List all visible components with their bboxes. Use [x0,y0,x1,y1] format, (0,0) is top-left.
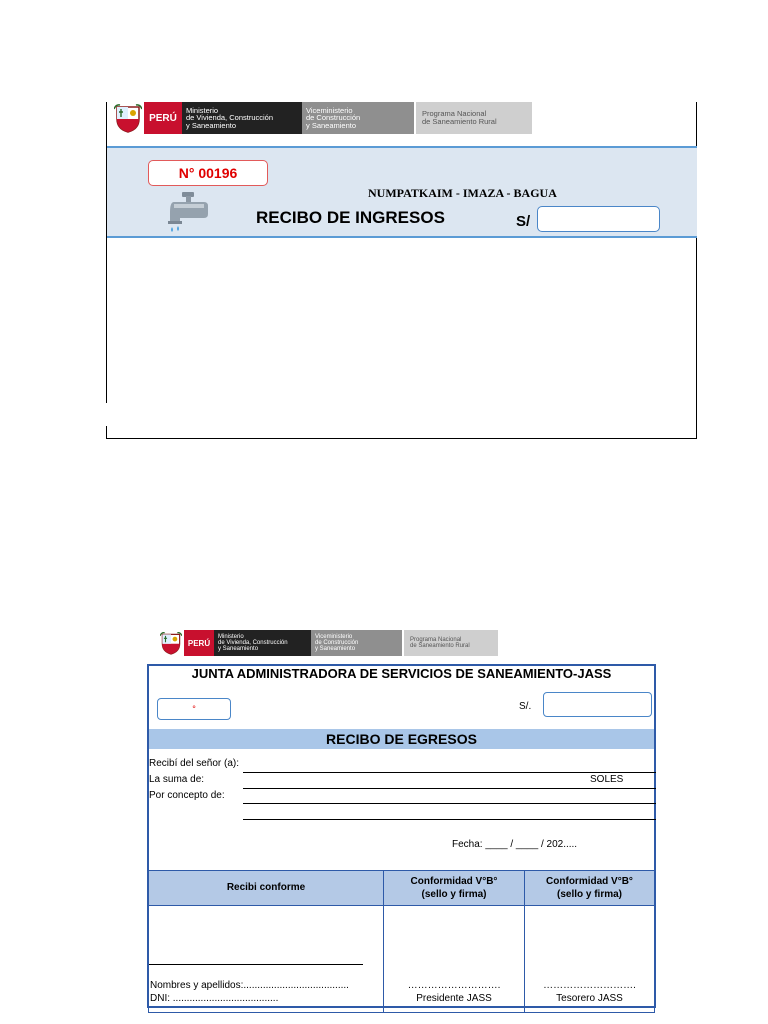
presidente-label: Presidente JASS [416,993,492,1004]
presidente-dots: ………………………. [407,980,501,991]
tesorero-dots: ………………………. [543,980,636,991]
concepto-label: Por concepto de: [149,790,225,801]
peru-label: PERÚ [184,630,214,656]
recibi-label: Recibí del señor (a): [149,758,240,769]
amount-field[interactable] [537,206,660,232]
ministerio-label: Ministerio de Vivienda, Construcción y Saneamiento [182,102,302,134]
receipt-ingresos-title: RECIBO DE INGRESOS [256,208,445,227]
receipt-number-field[interactable]: ° [157,698,231,720]
peru-label: PERÚ [144,102,182,134]
location-text: NUMPATKAIM - IMAZA - BAGUA [368,186,557,200]
currency-label: S/ [516,213,531,230]
suma-line[interactable] [243,788,656,789]
receipt-egresos-title: RECIBO DE EGRESOS [149,729,654,749]
concepto-line-2[interactable] [243,819,656,820]
soles-label: SOLES [590,774,624,785]
nombres-label: Nombres y apellidos:...................................... [150,980,349,991]
recibi-line[interactable] [243,772,656,773]
conformidad-header-2: Conformidad V°B° (sello y firma) [525,871,655,906]
currency-label: S/. [519,701,532,712]
amount-field[interactable] [543,692,652,717]
water-faucet-icon [160,188,212,239]
coat-of-arms-icon [158,630,184,656]
viceministerio-label: Viceministerio de Construcción y Saneamiento [302,102,414,134]
viceministerio-label: Viceministerio de Construcción y Saneamiento [311,630,402,656]
programa-label: Programa Nacional de Saneamiento Rural [404,630,498,656]
recibi-conforme-cell[interactable] [149,906,384,1013]
fecha-field[interactable]: Fecha: ____ / ____ / 202..... [452,839,578,850]
jass-header: JUNTA ADMINISTRADORA DE SERVICIOS DE SANEAMIENTO-JASS [191,666,612,681]
tesorero-signature-cell[interactable] [525,906,655,1013]
signature-line [149,964,363,965]
ministerio-label: Ministerio de Vivienda, Construcción y Saneamiento [214,630,311,656]
receipt-top-bottom-border [106,438,697,439]
header-banner-bottom [158,630,498,656]
programa-label: Programa Nacional de Saneamiento Rural [416,102,532,134]
suma-label: La suma de: [149,774,205,785]
header-banner-top [112,102,532,134]
dni-label: DNI: ...................................... [150,993,279,1004]
tesorero-label: Tesorero JASS [556,993,623,1004]
recibi-conforme-header: Recibi conforme [149,871,384,906]
presidente-signature-cell[interactable] [384,906,525,1013]
signature-table [148,870,655,1013]
coat-of-arms-icon [112,102,144,134]
concepto-line-1[interactable] [243,803,656,804]
receipt-number: N° 00196 [148,160,268,186]
conformidad-header-1: Conformidad V°B° (sello y firma) [384,871,525,906]
